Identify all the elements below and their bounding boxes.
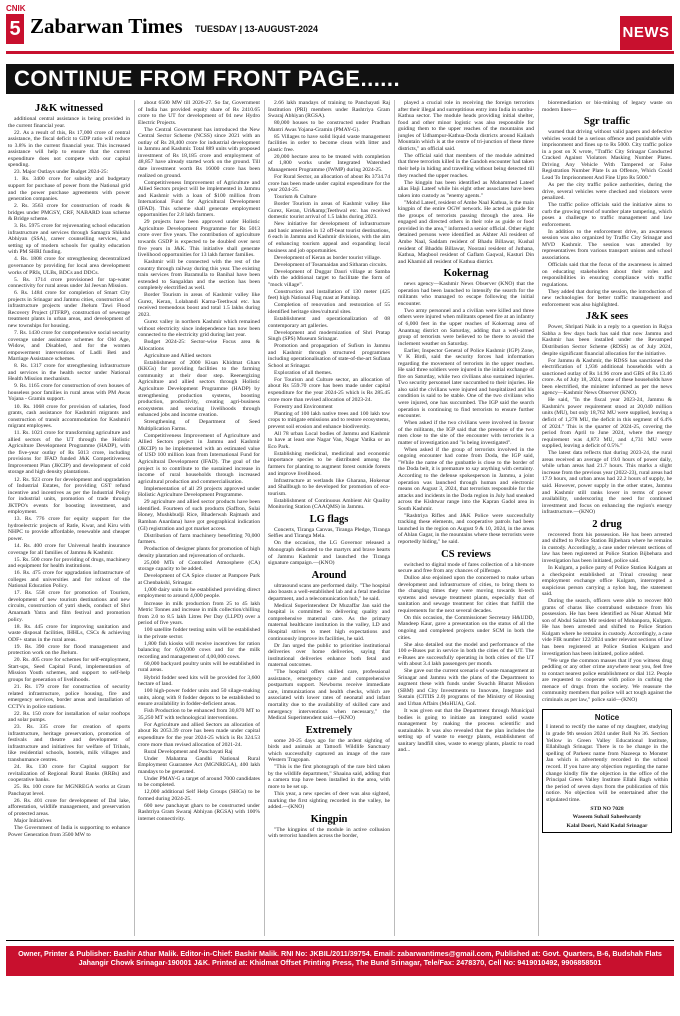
footer-rule — [6, 940, 674, 941]
paragraph: Establishment and operationalization of 08 contemporary art galleries. — [268, 316, 390, 329]
paragraph: warned that driving without valid papers and defective vehicles would be a serious offence and punishable with imprisonment and fines up to Rs 5000. City traffic police in a post on X wrote, "Traffic City Srinagar Conducted Cracked Against Violators Masking Number Plates. Driving Any Vehicle With Tampered or False Registration Number Plate Is an Offence, Which Could Lead To Imprisonment And Fine Upto Rs 5000." — [542, 129, 672, 181]
paragraph: During the search, officers were able to recover 800 grams of charas like contraband substance from his possession. He has been identified as Nisar Ahmad Mir son of Abdul Salam Mir resident of Mohanpora, Kulgam. He has been arrested and shifted to Police Station Kulgam where he remains in custody. Accordingly, a case vide FIR number 122/2024 under relevant sections of law has been registered at Police Station Kulgam and investigation has been initiated, police added. — [542, 598, 672, 657]
column-divider — [264, 100, 265, 936]
article-body — [398, 562, 534, 754]
paragraph: Earlier, Inspector General of Police Kashmir (IGP) Zone, V K Birdi, said the security forces had information regarding the movement of terrorists in the upper reaches. He said three soldiers were injured in the initial exchange of fire on Saturday, while two civilians also sustained injuries. Two security personnel later succumbed to their injuries. He also said the civilians were injured and hospitalized and his condition is said to be stable. One of the two civilians who were injured, one has succumbed. The IGP said the search operation is continuing to find terrorists to ensure further encounter. — [398, 347, 534, 420]
article-body — [542, 532, 672, 704]
paragraph: 16. Rs. 475 crore for upgradation infrastructure of colleges and universities and for rollout of the National Education Policy. — [8, 570, 130, 590]
paragraph: Competitiveness Improvement of Agriculture and Allied Sectors project in Jammu and Kashmir (JKCIP) to be implemented with an estimated value of USD 100 million loan from International Fund for Agricultural Development (IFAD). The goal of the project is to contribute to the sustained increase in income of rural households through increased agricultural production and commercialisation. — [138, 432, 260, 485]
paragraph: For Jammu & Kashmir, the RDSS has sanctioned the electrification of 1,936 additional households with a sanctioned outlay of Rs 14.96 crore and GBS of Rs 13.46 crore. As of July 18, 2024, none of these households have been electrified, the minister informed as per the news agency—Kashmir News Observer (KNO). — [542, 357, 672, 397]
article-heading: J&K sees — [585, 311, 629, 323]
paragraph: 29 projects have been approved under Holistic Agriculture Development Programme for Rs 5013 crore over five years. The contribution of agriculture towards GSDP is expected to be doubled over next five years in J&K. This initiative shall generate livelihood opportunities for 13 lakh farmer families. — [138, 219, 260, 259]
article-body — [8, 116, 130, 838]
paragraph: Agriculture and Allied sectors — [144, 352, 212, 359]
paragraph: 12,000 additional Self Help Groups (SHGs) to be formed during 2024-25. — [138, 789, 260, 802]
article-body — [542, 129, 672, 308]
paragraph: 22. As a result of this, Rs 17,000 crore of central assistance, the fiscal deficit to GDP ratio will reduce to 3.8% in the current financial year. This increased assistance will help to ensure that the current expenditure does not compete with our capital spending. — [8, 129, 130, 169]
paragraph: Planting of 100 lakh native trees and 100 lakh tow crops to mitigate emissions and to restore ecosystems, prevent soil erosion and enhance biodiversity. — [268, 410, 390, 430]
paragraph: ultrasound scans are performed daily. "The hospital also boasts a well-established lab and a fetal medicine department, and a telecomunication hub," he said. — [268, 582, 390, 602]
article-body — [268, 827, 390, 840]
article-body — [138, 100, 260, 823]
article-heading: Extremely — [305, 724, 353, 736]
paragraph: When asked if the group of terrorists involved in the ongoing encounter had come from Doda, the IGP said, "While the name of the gunbattle is close to the border of the Doda belt, it is premature to say anything with certainty. According to the defense spokesperson in Jammu, a joint operation was launched through human and electronic means on August 3, 2024, that terrorists responsible for the attacks and incidents in the Doda region in July had sneaked across the Kishtwar range into the Kapran Gadol area in South Kashmir. — [398, 446, 534, 512]
article-body — [268, 527, 390, 567]
masthead — [0, 0, 680, 60]
paragraph: Completion of renovation and restoration of 55 identified heritage sites/cultural sites. — [268, 302, 390, 315]
edition-code: CNIK — [6, 4, 26, 13]
paragraph: 15. Rs. 500 crore for providing of drugs, machinery and equipment for health institutions. — [8, 556, 130, 570]
paragraph: She gave out the current scenario of waste management at Srinagar and Jammu with the plans of the Department to augment these with funds under Swachh Bharat Mission (SBM) and City Investments to Innovate, Integrate and Sustain (CITIIS 2.0) programs of the Ministry of Housing and Urban Affairs (MoHUA), GoI. — [398, 668, 534, 708]
paragraph: On the occasion, the LG Governor released a Monograph dedicated to the martyrs and brave hearts of Jammu Kashmir and launched the Tiranga signature campaign.—(KNO) — [268, 540, 390, 567]
article-body — [268, 738, 390, 811]
paragraph: When asked if the two civilians were involved in favour of the militants, the IGP said that the presence of the two men close to the site of the encounter with terrorists is a matter of investigation and "is being investigated". — [398, 420, 534, 446]
paragraph: In addition to the enforcement drive, an awareness session was also organized by Traffic City Srinagar and MVD Kashmir. The session was attended by representatives from various transport unions and school associations. — [542, 228, 672, 261]
paragraph: 100 satellite fodder testing units will be established in the private sector. — [138, 627, 260, 640]
paragraph: Fish Production to be enhanced from 30,870 MT to 35,250 MT with technological interventions. — [138, 708, 260, 721]
article-heading: J&K witnessed — [35, 103, 103, 114]
paragraph: Development of Keran as border tourist village. — [274, 254, 382, 261]
paragraph: additional central assistance is being provided in the current financial year. — [8, 116, 130, 129]
column-2 — [138, 100, 260, 936]
column-3 — [268, 100, 390, 936]
paragraph: some 20-25 days ago for the ardent sighting of birds and animals at Tattoofi Wildlife Sanctuary which successfully captured an image of the rare Western Tragopan. — [268, 737, 390, 764]
paragraph: 1. Rs. 3400 crore for subsidy and budgetary support for purchase of power from the National grid and the power purchase agreements with power generation companies. — [8, 176, 130, 203]
paragraph: 9. Rs. 1165 crore for construction of own houses of houseless poor families in rural areas with PM Awas Yojana - Gramin support. — [8, 383, 130, 403]
paragraph: 18. Rs. 445 crore for improving sanitation and waste disposal facilities, IHHLs, CSCs & achieving ODF+ status in the rural areas. — [8, 623, 130, 643]
paragraph: 12. Rs. 923 crore for development and upgradation of Industrial Estates, for providing GST refund incentive and incentives as per the Industrial Policy for industrial units, promotion of trade through JKTPO's events for boosting investment, and employment. — [8, 476, 130, 516]
notice-signer: Waseem Suhail Saheelwardy — [572, 814, 642, 821]
paragraph: Border Tourism in areas of Kashmir valley like Gurez, Keran, Uri&amp;Teethwal etc. has received domestic tourist arrival of 1.5 lakhs during 2023. — [268, 201, 390, 221]
paragraph: "We urge the common masses that if you witness drug peddling or any other crime anywhere near you, feel free to contact nearest police establishment or dial 112. People are requested to cooperate with police in curbing the menace of drugs from the society. We reassure the community members that police will act tough against the criminals as per law," police said—(KNO) — [542, 657, 672, 703]
notice-address: Kalal Doori, Naid Kadal Srinagar — [566, 822, 648, 829]
paragraph: 23. Rs. 335 crore for creation of sports infrastructure, heritage preservation, promotion of festivals and theatre and development of infrastructure and initiatives for welfare of Tribals, like residential schools, hostels, milk villages and transhumance centres. — [8, 724, 130, 763]
paragraph: 2. Rs. 3563 crore for construction of roads & bridges under PMGSY, CRF, NABARD loan scheme & Bridge scheme. — [8, 203, 130, 223]
paragraph: Promotion and propagation of Sufism in Jammu and Kashmir through structured programmes including operationalisation of state-of-the-art Sufiana School at Srinagar. — [268, 343, 390, 369]
paragraph: "This is the first photograph of the rare bird taken by the wildlife department," Shaaina said, adding that a camera trap have been installed in the area, with more to be set up. — [268, 764, 390, 790]
paragraph: Border Tourism in areas of Kashmir valley like Gurez, Keran, Lolabandi Karna-Teethwal etc. has received tremendous boost and total 1.5 lakhs during 2023. — [138, 292, 260, 318]
paragraph: about 6500 MW till 2026-27. So far, Government of India has provided equity share of Rs 2410.65 crore to the UT for development of 04 new Hydro Electric Projects. — [138, 100, 260, 126]
paragraph: 600 new panchayat ghars to be constructed under Rashtriya Gram Swaraj Abhiyan (RGSA) with 100% internet connectivity. — [138, 802, 260, 823]
issue-date: TUESDAY | 13-AUGUST-2024 — [195, 24, 319, 34]
article-body — [398, 281, 534, 545]
article-body — [268, 100, 390, 511]
imprint-line-2: Jahangir Chowk Srinagar-190001 J&K. Printed at: Khidmat Offset Printing Press, The Bund Srinagar, Tele/Fax: 2478370, Cell No: 9419010492, 9906858501 — [78, 958, 602, 967]
paragraph: 20,000 hectare area to be treated with completion of 1,800 works under Integrated Watershed Management Programme (IWMP) during 2024-25. — [268, 153, 390, 173]
paragraph: 13. Rs. 776 crore for equity support for the hydroelectric projects of Ratle, Kwar, and Kiru with NHPC to provide affordable, renewable and cheaper power. — [8, 516, 130, 542]
paragraph: played a crucial role in receiving the foreign terrorists after their illegal and surreptitious entry into India in sambu-Kathua sector. The module heads providing initial shelter, food and other minor logistic was also responsible for guiding them to the upper reaches of the mountains and jungles of Udhampur-Kathua-Doda districts around Kailash Mountain which is at the centre of tri-junction of these three districts," an official said. — [398, 100, 534, 152]
paragraph: 8. Rs. 1317 crore for strengthening infrastructure and services in the health sector under National Health Mission mechanism. — [8, 363, 130, 383]
article-columns — [8, 100, 672, 936]
article-heading: CS reviews — [441, 548, 491, 560]
paragraph: "The kingpins of the module in active collusion with terrorist handlers across the border, — [268, 826, 390, 840]
paragraph: 7. Rs. 1430 crore for comprehensive social security coverage under assistance schemes for Old Age, Widow, and Disabled, and for the women empowerment interventions of Ladli Beti and Marriage Assistance schemes. — [8, 330, 130, 363]
paragraph: The Central Government has introduced the New Central Sector Scheme (NCSS) since 2021 with an outlay of Rs 28,400 crore for industrial development in Jammu and Kashmir. Total 889 units with proposed investment of Rs 18,185 crore and employment of 48,857 have already started work on the ground. Till date investment worth Rs 16000 crore has been realized on ground. — [138, 126, 260, 179]
paragraph: Infrastructure at wetlands like Gharana, Hokersar and Shallbugh to be developed for promotion of eco-tourism. — [268, 477, 390, 497]
paragraph: The Government of India is supporting to enhance Power Generation from 3500 MW to — [8, 824, 130, 838]
paragraph: It was given out that the Department through Municipal bodies is going to initiate an integrated solid waste management by making the process scientific and sustainable. It was also revealed that the plan includes the setting up of waste to energy plants, establishment of sanitary landfill sites, waste to energy plants, plastic to road and... — [398, 708, 534, 754]
paragraph: 80,000 houses to be constructed under Pradhan Mantri Awas Yojana-Gramin (PMAY-G). — [268, 120, 390, 133]
article-body — [398, 100, 534, 265]
paragraph: 22. Rs. 150 crore for installation of solar rooftops and solar pumps. — [8, 710, 130, 724]
paragraph: Concerts, Tiranga Canvas, Tiranga Pledge, Tiranga Selfies and Tiranga Mela. — [268, 526, 390, 540]
paragraph: Under PMAY-G a target of around 7000 candidates to be completed. — [138, 775, 260, 789]
article-body — [268, 583, 390, 722]
paragraph: They added that during the session, the introduction of new technologies for better traffic management and enforcement was also highlighted. — [542, 288, 672, 308]
paragraph: 1,800 fish kiosks will receive incentives for ration balancing for 6,00,000 cows and for the milk recording and management of 4,00,000 cows. — [138, 640, 260, 660]
column-divider — [538, 100, 539, 936]
paragraph: 19. Rs. 390 crore for flood management and protection work on the Jhelum. — [8, 643, 130, 657]
column-divider — [134, 100, 135, 936]
paragraph: 21. Rs. 179 crore for construction of security related infrastructure, police housing, fire and emergency services, border areas and installation of CCTVs in police stations. — [8, 683, 130, 710]
paragraph: For Rural Sector, an allocation of about Rs 3734.74 crore has been made under capital expenditure for the year 2024-25. — [268, 174, 390, 194]
notice-title: Notice — [594, 713, 620, 723]
paragraph: 60,000 backyard poultry units will be established in rural areas. — [138, 660, 260, 674]
paragraph: 11. Rs. 1021 crore for transforming agriculture and allied sectors of the UT through the Holistic Agriculture Development Programme (HADP), with the five-year outlay of Rs 5013 crore, including provisions for IFAD funded J&K Competitiveness Improvement Plan (JKCIP) and development of cold storage and high density plantations. — [8, 430, 130, 476]
paragraph: 24. Rs. 130 crore for Capital support for revitalization of Regional Rural Banks (RRBs) and cooperative banks. — [8, 764, 130, 784]
paragraph: Hybrid fodder seed kits will be provided for 3,600 hectare of land. — [138, 674, 260, 688]
paragraph: The latest data reflects that during 2023-24, the rural areas received an average of 19.0 hours of power daily, while urban areas had 21.7 hours. This marks a slight increase from the previous year (2022-23), rural areas had 17.9 hours, and urban areas had 22.2 hours of supply, he said. However, power supply in the other states, Jammu and Kashmir still ranks lower in terms of power availability, underscoring the need for continued investment and focus on enhancing the region's energy infrastructure.—(KNO) — [542, 450, 672, 516]
paragraph: He said, "In the fiscal year 2023-24, Jammu & Kashmir's power requirement stood at 20,040 million units (MU), but only 18,762 MU were supplied, leaving a deficit of 1,278 MU, the deficit in this segment of 6.4% of 2024." This is the quarter of 2024-25, covering the period from April to June 2024, where the energy requirement was 4,873 MU, and 4,731 MU were supplied, leaving a deficit of 0.5%." — [542, 397, 672, 450]
paragraph: Development of Duggar Dauri village at Samba with the additional target to facilitate the form of "mock village". — [268, 268, 390, 288]
paragraph: 85 Villages to have solid liquid waste management facilities in order to become clean with litter and plastic free. — [268, 133, 390, 153]
paragraph: Tourism & Culture — [274, 194, 317, 201]
paragraph: 5. Rs. 1714 crore provisioned for tap-water connectivity for rural areas under Jal Jeevan Mission. — [8, 276, 130, 290]
paragraph: 4. Rs. 1808 crore for strengthening decentralized governance by providing for local area development works of PRIs, ULBs, BDCs and DDCs. — [8, 256, 130, 276]
paragraph: Development of CA Spice cluster at Pampore Park at Chenbakshi, Srinagar. — [138, 573, 260, 586]
paragraph: The kingpin has been identified as Mohammed Lateef alias Haji Lateef while his eight other associates have been taken into custody as "enemy agents." — [398, 179, 534, 199]
paragraph: 10. Rs. 1068 crore for provision of salaries, food grants, cash assistance for Kashmiri migrants and construction of transit accommodation for Kashmiri migrant employees. — [8, 403, 130, 430]
paragraph: 14. Rs. 400 crore for Universal health insurance coverage for all families of Jammu & Kashmir. — [8, 543, 130, 556]
paragraph: Power, Shripati Naik in a reply to a question in Rajya Sabha a few days back has said that now Jammu and Kashmir has been installed under the Revamped Distribution Sector Scheme (RDSS) as of July 2024, despite significant financial allocation for the initiative. — [542, 324, 672, 357]
paragraph: Establishment of Continuous Ambient Air Quality Monitoring Station (CAAQMS) in Jammu. — [268, 497, 390, 511]
paragraph: 2.66 lakh mandays of training to Panchayati Raj Institution (PRI) members under Rashtriya Gram Swaraj Abhiyan (RGSA). — [268, 100, 390, 120]
paragraph: Rural Development and Panchayati Raj — [144, 748, 233, 755]
paragraph: Forestry and Environment — [274, 403, 333, 410]
imprint-line-1: Owner, Printer & Publisher: Bashir Athar Malik. Editor-in-Chief: Bashir Malik. RNI No: JKBIL/2011/39754. Email: zabarwantimes@gmail.com, Published at: Govt. Quarters, B-6, Budshah Flats — [18, 949, 662, 958]
paragraph: All 78 urban Local bodies of Jammu and Kashmir to have at least one Nagar Van, Nagar Vatika or an Eco Park. — [268, 430, 390, 450]
public-notice — [542, 709, 672, 833]
paragraph: bioremediation or bio-mining of legacy waste on modern lines— — [542, 100, 672, 113]
paragraph: Competitiveness Improvement of Agriculture and Allied Sectors project will be implemented in Jammu and Kashmir with a loan of $100 million from International Fund for Agricultural Development (IFAD). This scheme shall generate employment opportunities for 2.8 lakh farmers. — [138, 179, 260, 219]
paragraph: 26. Rs. 401 crore for development of Dal lake, afforestation, wildlife management, and preservation of protected areas. — [8, 797, 130, 817]
masthead-rule — [6, 51, 674, 54]
paragraph: "Rashtriya Rifles and J&K Police were successfully tracking these elements, and cooperative patrols had been launched in the region on August 9 & 10, 2024, in the areas of Ahlan Gagar, in the mountains where these terrorists were reportedly hiding," he said. — [398, 512, 534, 545]
paragraph: "Mohd Lateef, resident of Ambe Naal Kathua, is the main kingpin of the entire OGW network. He acted as guide for the groups of terrorists passing through the area. He engaged and directed others in their role as guide or food provided in the area," informed a senior official. Other eight detained persons were identified as Akhter Ali resident of Ambe Naal, Saddam resident of Bhadu Billawar, Kushal resident of Bhaddu Billawar, Noorani resident of Juthana, Kathua, Maqbool resident of Gaflam Gaqwal, Kasturi Din and Khamid all resident of Kathua district. — [398, 199, 534, 265]
paragraph: Increase in milk production from 25 to 45 lakh Metric Tonnes and increase in milk collection/chilling from 2.0 to 8.5 lakh Litres Per Day (LLPD) over a period of five years. — [138, 600, 260, 627]
paragraph: 1,000 dairy units to be established providing direct employment to around 4,000 people. — [138, 586, 260, 600]
paragraph: Development of Tosamaidan and Sitharan circuits. — [274, 261, 388, 268]
paragraph: Two army personnel and a civilian were killed and three others were injured when militants opened fire at an infantry of 6,000 feet in the upper reaches of Kokernag area of Anantnag district on Saturday, adding that a well-armed group of terrorists were believed to be there to avoid the inclement weather on Saturday. — [398, 307, 534, 347]
paragraph: news agency—Kashmir News Observer (KNO) that the operation had been launched to intensify the search for the militants who managed to escape following the initial encounter. — [398, 281, 534, 307]
notice-body: I intend to rectify the name of my daughter, studying in grade 9th session 2024 under Roll No 36. Section Yellow in Green Valley Educational Institute, Ellahibagh Srinagar. There is to be change in the spelling of Parkeez name from Nazeeqa to Monster Jan which is advertently recorded in the school record. If you have any objection regarding the name change kindly file the objection in the office of the Principal Green Valley Institute Ellahi Bagh within the period of seven days from the publication of this notice. No objection will be entertained after the stipulated time. — [546, 724, 668, 803]
paragraph: Dr Jan urged the public to prioritise institutional deliveries over home deliveries, saying that institutional deliveries enhance both fetal and maternal outcomes. — [268, 642, 390, 669]
column-5 — [542, 100, 672, 936]
paragraph: Officials said that the focus of the awareness is aimed on educating stakeholders about their roles and responsibilities in ensuring compliance with traffic regulations. — [542, 262, 672, 288]
continued-banner: CONTINUE FROM FRONT PAGE...... — [6, 64, 674, 94]
paragraph: This year, a new species of deer was also sighted, marking the first sighting recorded in the valley, he added.—(KNO) — [268, 791, 390, 811]
paragraph: recovered from his possession. He has been arrested and shifted to Police Station Bijbehara where he remains in custody. Accordingly, a case under relevant sections of law has been registered at Police Station Bijbehara and investigation has been initiated, police said. — [542, 531, 672, 564]
paragraph: For Tourism and Culture sector, an allocation of about Rs 559.70 crore has been made under capital expenditure for the year 2024-25 which is Rs 285.45 crore more than revised allocation of 2023-24. — [268, 376, 390, 403]
notice-contact: STD NO 7028 — [590, 805, 624, 812]
article-heading: Kokernag — [443, 268, 489, 280]
section-tag: NEWS — [620, 16, 672, 50]
paragraph: Dulloo also enjoined upon the concerned to make urban development and infrastructure of cities, to bring them to the changing times they were moving towards hi-tech systems and sewage treatment plants, especially that of sanitation and sewage treatment for cities that fulfill the requirements for the next several decades. — [398, 575, 534, 614]
paragraph: Production of designer plants for promotion of high density plantation and rejuvenation of orchards. — [138, 546, 260, 559]
paragraph: The official said that members of the module admitted that three terrorists killed in the Gandoh encounter had taken their help in hiding and travelling without being detected till they reached the upper reaches. — [398, 152, 534, 179]
article-heading: Around — [311, 569, 347, 581]
paragraph: Budget 2024-25: Sector-wise Focus area & Allocations — [138, 339, 260, 352]
article-heading: 2 drug — [592, 518, 622, 530]
article-heading: Kingpin — [310, 813, 348, 825]
paragraph: 20. Rs. 405 crore for schemes for self-employment, Start-ups, Seed Capital Fund, implementation of Mission Youth schemes, and support to self-help groups for generation of livelihoods. — [8, 657, 130, 683]
paragraph: Establishment of 2000 Kisan Khidmat Ghars (KKGs) for providing facilities to the farming community at their door step. Reenergizing Agriculture and allied sectors through Holistic Agriculture Development Programme (HADP) by strengthening production systems, boosting production, productivity, creating agri-business ecosystems and securing livelihoods through enhanced jobs and income creation. — [138, 359, 260, 419]
paragraph: 25,000 MTs of Controlled Atmosphere (CA) storage capacity to be added. — [138, 559, 260, 573]
paragraph: Construction and installation of 130 meter (425 feet) high National Flag mast at Patnitop. — [268, 288, 390, 302]
paragraph: 6. Rs. 1484 crore for completion of Smart City projects in Srinagar and Jammu cities, construction of infrastructure projects under Jhelum Tawi Flood Recovery Project (JTFRP), construction of sewerage treatment plants in urban areas, and development of new townships for housing. — [8, 290, 130, 329]
paragraph: Strengthening of Department of Seed Multiplication Farms. — [138, 419, 260, 432]
paragraph: New initiative for development of infrastructure and basic amenities in 12 off-beat tourist destinations, 6 each in Jammu and Kashmir divisions, with the aim of enhancing tourism appeal and expanding local business and job opportunities. — [268, 221, 390, 254]
paragraph: 100 high-power fodder units and 50 silage-making units, along with 8 fodder depots to be established to ensure availability in fodder-deficient areas. — [138, 688, 260, 708]
newspaper-title: Zabarwan Times — [30, 14, 183, 38]
paragraph: In Kulgam, a police party of Police Station Kulgam at a checkpoint established at Trinal crossing near employment exchange office Kulgam, intercepted a suspicious person carrying a nylon bag, the statement said. — [542, 564, 672, 598]
paragraph: Gurez valley in northern Kashmir which remained without electricity since independence has now been connected to the electricity grid during last year. — [138, 319, 260, 339]
paragraph: For Agriculture and allied Sectors an allocation of about Rs 2053.39 crore has been made under capital expenditure for the year 2024-25 which is Rs 324.53 crore more than revised allocation of 2021-24. — [138, 721, 260, 748]
column-divider — [394, 100, 395, 936]
paragraph: On this occasion, the Commissioner Secretary H&UDD, Mandeep Kaur, gave a presentation on the status of all the ongoing and completed projects under SCM in both the cities. — [398, 614, 534, 641]
paragraph: Development and modernization of Shri Pratap Singh (SPS) Museum Srinagar. — [268, 329, 390, 343]
article-heading: Sgr traffic — [583, 116, 631, 128]
paragraph: 25. Rs. 100 crore for MGNREGA works at Gram Panchayat level. — [8, 784, 130, 797]
paragraph: Major Initiatives — [14, 817, 52, 824]
paragraph: 3. Rs. 5975 crore for rejuvenating school education infrastructure and services through Samagra Shiksha Abhiyan (SSA), career counselling services, and setting up of modern schools for quality education with PM SHRI funding. — [8, 223, 130, 256]
article-body — [542, 324, 672, 515]
paragraph: She also detailed out the model and performance of the 100 e-Buses put in service in both the cities of the UT. The e-Buses are successfully operating in both cities of the UT with about 3.4 lakh passengers per month. — [398, 641, 534, 668]
paragraph: "The hospital offers skilled care, professional assistance, emergency care and comprehensive postpartum support. Newborns receive immediate care, immunizations and health checks, which are associated with lower rates of neonatal and infant mortality due to the availability of skilled care and emergency interventions when necessary," the Medical Superintendent said.—(KNO) — [268, 669, 390, 722]
paragraph: Distribution of farm machinery benefitting 70,000 farmers. — [138, 532, 260, 546]
paragraph: 29 agriculture and allied sector products have been identified. Fourteen of such products (Saffron, Sulai Honey, Mushkbudji Rice, Bhaderwah Rajmash and Ramban Anardana) have got geographical indication (GI) registration and got market access. — [138, 499, 260, 532]
paragraph: Under Mahatma Gandhi National Rural Employment Guarantee Act (MGNREGA), 400 lakh mandays to be generated. — [138, 755, 260, 775]
paragraph: Establishing medicinal, medicinal and economic importance species to be distributed among the farmers for planting to augment forest outside forests and improve livelihood. — [268, 450, 390, 477]
paragraph: Implementation of all 29 projects approved under Holistic Agriculture Development Programme. — [138, 485, 260, 499]
article-heading: LG flags — [309, 513, 349, 525]
paragraph: Exploration of all themes. — [274, 369, 333, 376]
paragraph: 17. Rs. 558 crore for promotion of Tourism, development of new tourism destinations and new circuits, construction of yatri sheds, conduct of Shri Amarnath Yatra and film festival and promotion policy. — [8, 590, 130, 623]
column-1 — [8, 100, 130, 936]
paragraph: The traffic police officials said the initiative aims to curb the growing trend of number plate tampering, which poses a challenge to traffic management and law enforcement. — [542, 202, 672, 228]
paragraph: 23. Major Outlays under Budget 2024-25: — [14, 169, 109, 176]
paragraph: switched to digital mode of fares collection of a hit-more secure and free from any chances of pilferage. — [398, 561, 534, 575]
imprint-footer — [6, 946, 674, 976]
paragraph: Kashmir will be connected with the rest of the country through railway during this year. The existing train services from Baramulla to Banihal have been extended to Sangaldan and the section has been completely electrified as well. — [138, 259, 260, 292]
paragraph: As per the city traffic police authorities, during the drive, several vehicles were checked and violators were penalized. — [542, 181, 672, 202]
article-body — [542, 100, 672, 113]
page-number: 5 — [6, 14, 24, 44]
paragraph: Medical Superintendent Dr Muzaffar Jan said the hospital is committed to delivering quality and comprehensive maternal care. As the primary maternal healthcare institution in the valley, LD and Hospital strives to meet high expectations and continuously improve its facilities, he said. — [268, 602, 390, 642]
column-4 — [398, 100, 534, 936]
